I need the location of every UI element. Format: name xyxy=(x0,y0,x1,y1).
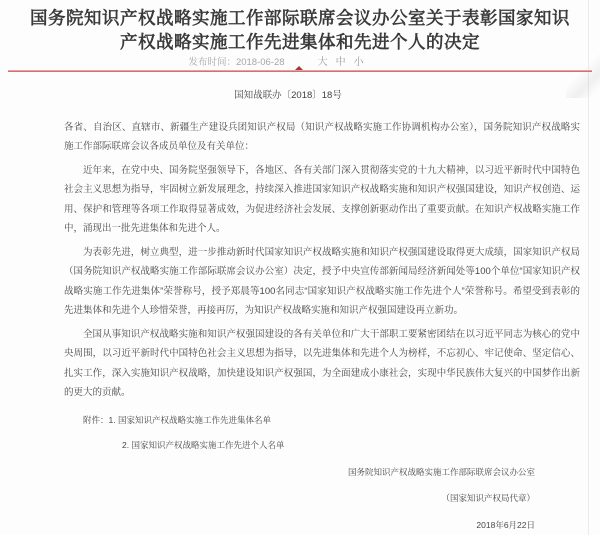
page-title: 国务院知识产权战略实施工作部际联席会议办公室关于表彰国家知识产权战略实施工作先进集体和先进个人的决定 xyxy=(30,8,570,52)
attachment-item-2: 2. 国家知识产权战略实施工作先进个人名单 xyxy=(122,439,285,450)
signature-seal-note: （国家知识产权局代章） xyxy=(441,493,535,503)
signature-org: 国务院知识产权战略实施工作部际联席会议办公室 xyxy=(347,466,535,477)
attachment-1-text: 1. 国家知识产权战略实施工作先进集体名单 xyxy=(108,414,271,425)
divider-arrow-icon xyxy=(295,66,303,70)
doc-number: 国知战联办〔2018〕18号 xyxy=(234,90,342,101)
attachments-section xyxy=(64,411,580,455)
signature-date: 2018年6月22日 xyxy=(476,519,535,530)
body-paragraph-1: 近年来，在党中央、国务院坚强领导下，各地区、各有关部门深入贯彻落实党的十九大精神，以习近平新时代中国特色社会主义思想为指导，牢固树立新发展理念，持续深入推进国家知识产权战略实施和知识产权强国建设，知识产权创造、运用、保护和管理等各项工作取得显著成效，为促进经济社会发展、支撑创新驱动作出了重要贡献。在知识产权战略实施工作中，涌现出一批先进集体和先进个人。 xyxy=(64,164,580,234)
font-size-medium-button[interactable]: 中 xyxy=(335,57,346,68)
body-paragraph-3: 全国从事知识产权战略实施和知识产权强国建设的各有关单位和广大干部职工要紧密团结在以习近平同志为核心的党中央周围，以习近平新时代中国特色社会主义思想为指导，以先进集体和先进个人为榜样，不忘初心、牢记使命、坚定信心、扎实工作，深入实施知识产权战略，加快建设知识产权强国，为全面建成小康社会，实现中华民族伟大复兴的中国梦作出新的更大的贡献。 xyxy=(64,328,580,398)
attachments-label: 附件： xyxy=(83,414,109,425)
meta-row xyxy=(0,57,576,69)
publish-time xyxy=(188,57,284,69)
font-size-large-button[interactable]: 大 xyxy=(317,57,328,68)
title-divider xyxy=(8,70,592,72)
font-size-small-button[interactable]: 小 xyxy=(353,57,364,68)
publish-time-value: 2018-06-28 xyxy=(235,57,285,68)
publish-time-label: 发布时间： xyxy=(188,57,236,68)
document-body xyxy=(64,86,580,535)
body-paragraph-2: 为表彰先进，树立典型，进一步推动新时代国家知识产权战略实施和知识产权强国建设取得更大成绩，国家知识产权局（国务院知识产权战略实施工作部际联席会议办公室）决定，授予中央宣传部新闻局经济新闻处等100个单位“国家知识产权战略实施工作先进集体”荣誉称号，授予郑晨等100名同志“国家知识产权战略实施工作先进个人”荣誉称号。希望受到表彰的先进集体和先进个人珍惜荣誉，再接再厉，为知识产权战略实施和知识产权强国建设再立新功。 xyxy=(64,246,580,316)
salutation-paragraph: 各省、自治区、直辖市、新疆生产建设兵团知识产权局（知识产权战略实施工作协调机构办公室），国务院知识产权战略实施工作部际联席会议各成员单位及有关单位： xyxy=(64,121,580,152)
attachment-item-1 xyxy=(64,411,580,430)
signature-block xyxy=(64,459,580,535)
page-right-edge xyxy=(588,0,589,535)
font-size-controls xyxy=(318,57,364,69)
